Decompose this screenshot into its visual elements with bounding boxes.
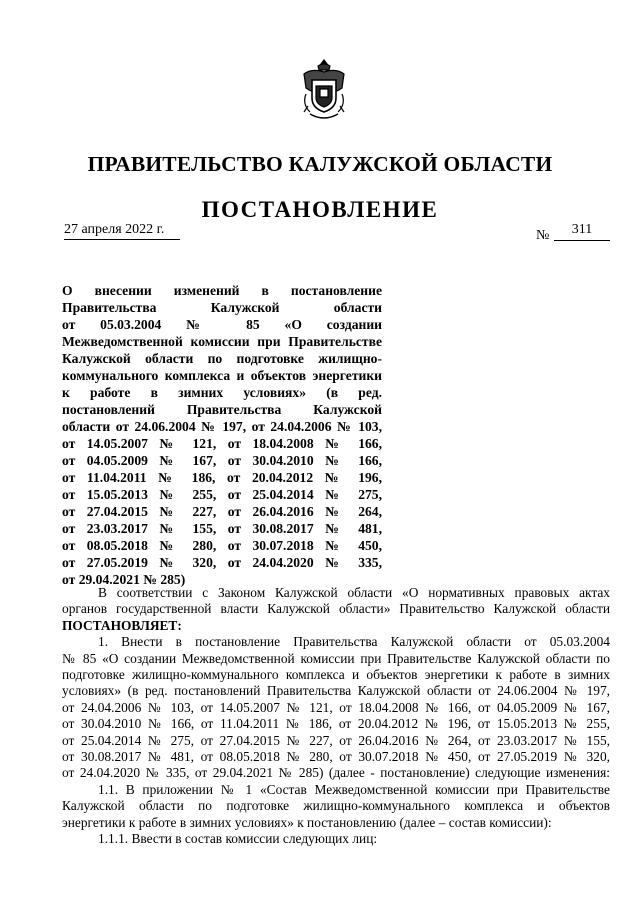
government-name: ПРАВИТЕЛЬСТВО КАЛУЖСКОЙ ОБЛАСТИ [87,152,553,176]
body-line: В соответствии с Законом Калужской области «О нормативных правовых актах [98,585,610,600]
subject-line: от 14.05.2007 № 121, от 18.04.2008 № 166, [62,436,382,451]
subject-line: Межведомственной комиссии при Правительстве [62,334,382,349]
body-line: 1.1.1. Ввести в состав комиссии следующих лиц: [98,831,378,847]
resolution-keyword: ПОСТАНОВЛЯЕТ: [62,617,182,633]
document-date: 27 апреля 2022 г. [64,222,180,240]
subject-line: от 23.03.2017 № 155, от 30.08.2017 № 481, [62,521,382,536]
subject-line: от 15.05.2013 № 255, от 25.04.2014 № 275, [62,487,382,502]
document-type-title: ПОСТАНОВЛЕНИЕ [201,197,439,222]
subject-line: от 27.05.2019 № 320, от 24.04.2020 № 335, [62,555,382,570]
body-line: от 30.08.2017 № 481, от 08.05.2018 № 280, от 30.07.2018 № 450, от 27.05.2019 № 320, [62,749,610,765]
body-line: органов государственной власти Калужской области» Правительство Калужской области [62,601,610,617]
document-subject [62,282,382,588]
body-line: условиях» (в ред. постановлений Правительства Калужской области от 24.06.2004 № 197, [62,683,610,699]
body-line: 1.1. В приложении № 1 «Состав Межведомственной комиссии при Правительстве [98,781,610,797]
subject-line: от 29.04.2021 № 285) [62,572,186,587]
subject-line: от 08.05.2018 № 280, от 30.07.2018 № 450, [62,538,382,553]
subject-line: коммунального комплекса и объектов энергетики [62,368,382,383]
subject-line: постановлений Правительства Калужской [62,402,382,417]
body-line: 1. Внести в постановление Правительства Калужской области от 05.03.2004 [98,634,610,650]
subject-line: от 27.04.2015 № 227, от 26.04.2016 № 264, [62,504,382,519]
body-line: Калужской области по подготовке жилищно-коммунального комплекса и объектов [62,798,610,814]
number-sign: № [536,228,550,243]
body-line: от 25.04.2014 № 275, от 27.04.2015 № 227, от 26.04.2016 № 264, от 23.03.2017 № 155, [62,732,610,748]
subject-line: от 04.05.2009 № 167, от 30.04.2010 № 166, [62,453,382,468]
document-body [62,585,610,848]
body-line: подготовке жилищно-коммунального комплекса и объектов энергетики к работе в зимних [62,667,610,683]
document-number: 311 [554,222,610,241]
body-line: от 24.04.2020 № 335, от 29.04.2021 № 285) (далее - постановление) следующие изменения: [62,765,610,781]
subject-line: области от 24.06.2004 № 197, от 24.04.2006 № 103, [62,419,382,434]
subject-line: от 11.04.2011 № 186, от 20.04.2012 № 196, [62,470,382,485]
coat-of-arms-emblem [300,58,348,122]
body-line: № 85 «О создании Межведомственной комиссии при Правительстве Калужской области по [62,650,610,666]
subject-line: Калужской области по подготовке жилищно- [62,351,382,366]
subject-line: от 05.03.2004 № 85 «О создании [62,317,382,332]
subject-line: О внесении изменений в постановление [62,283,382,298]
subject-line: Правительства Калужской области [62,300,382,315]
body-line: энергетики к работе в зимних условиях» к постановлению (далее – состав комиссии): [62,814,552,830]
body-line: от 30.04.2010 № 166, от 11.04.2011 № 186, от 20.04.2012 № 196, от 15.05.2013 № 255, [62,716,610,732]
body-line: от 24.04.2006 № 103, от 14.05.2007 № 121, от 18.04.2008 № 166, от 04.05.2009 № 167, [62,699,610,715]
subject-line: к работе в зимних условиях» (в ред. [62,385,382,400]
